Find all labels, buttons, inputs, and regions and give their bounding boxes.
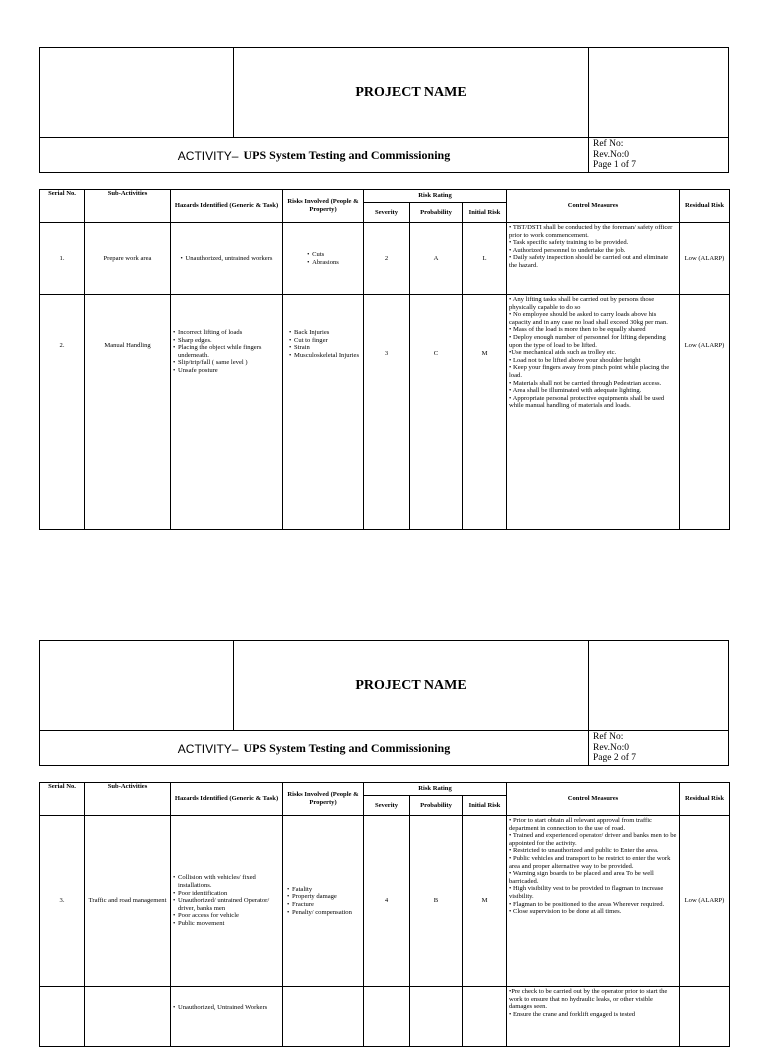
ref-no: Ref No:	[593, 732, 624, 742]
risk-item: • Abrasions	[307, 259, 339, 267]
probability-cell: A	[410, 223, 463, 295]
control-item: • Flagman to be positioned to the areas Wherever required.	[509, 900, 665, 908]
severity-cell: 4	[364, 816, 410, 987]
severity-cell	[364, 987, 410, 1047]
page-number: Page 2 of 7	[593, 753, 637, 763]
probability-cell	[410, 987, 463, 1047]
control-item: • Appropriate personal protective equipments shall be used while manual handling of materials and loads.	[509, 394, 665, 410]
hazard-item: • Poor access for vehicle	[173, 912, 280, 920]
residual-risk-cell: Low (ALARP)	[680, 816, 730, 987]
hazard-item: • Incorrect lifting of loads	[173, 329, 280, 337]
control-item: • Deploy enough number of personnel for lifting depending upon the type of load to be lifted.	[509, 333, 666, 349]
col-hazards: Hazards Identified (Generic & Task)	[171, 783, 283, 816]
col-sub-activities: Sub-Activities	[85, 190, 171, 223]
document-reference	[588, 731, 728, 766]
table-row	[40, 816, 730, 987]
sub-activity-cell: Traffic and road management	[85, 816, 171, 987]
residual-risk-cell	[680, 987, 730, 1047]
hazard-item: • Unauthorized/ untrained Operator/ driver, banks men	[173, 897, 280, 912]
initial-risk-cell	[463, 987, 507, 1047]
sub-activity-value: Manual Handling	[104, 342, 151, 349]
control-item: • Daily safety inspection should be carried out and eliminate the hazard.	[509, 254, 669, 269]
logo-area-left	[40, 48, 234, 137]
activity-title	[40, 731, 588, 766]
risk-item: • Cut to finger	[289, 337, 359, 345]
col-serial: Serial No.	[40, 783, 85, 816]
control-item: • Materials shall not be carried through Pedestrian access.	[509, 379, 662, 387]
control-item: •Pre check to be carried out by the operator prior to start the work to ensure that no hydraulic leaks, or other visible damages seen.	[509, 988, 668, 1011]
hazards-cell	[171, 987, 283, 1047]
project-name: PROJECT NAME	[355, 84, 467, 100]
page-header	[39, 640, 729, 766]
hazard-item: • Collision with vehicles/ fixed installations.	[173, 874, 280, 889]
control-item: • Warning sign boards to be placed and area To be well barricaded.	[509, 870, 654, 885]
project-name: PROJECT NAME	[355, 677, 467, 693]
control-measures-cell	[507, 816, 680, 987]
sub-activity-cell: Prepare work area	[85, 223, 171, 295]
col-control-measures: Control Measures	[507, 783, 680, 816]
control-item: • No employee should be asked to carry loads above his capacity and in any case no load shall exceed 30kg per man.	[509, 311, 668, 326]
probability-cell	[410, 295, 463, 530]
rev-no: Rev.No:0	[593, 742, 630, 753]
probability-cell: B	[410, 816, 463, 987]
sub-activity-cell	[85, 987, 171, 1047]
logo-area-left	[40, 641, 234, 730]
col-severity: Severity	[364, 796, 410, 816]
col-initial-risk: Initial Risk	[463, 796, 507, 816]
activity-label: ACTIVITY–	[177, 148, 239, 163]
col-serial: Serial No.	[40, 190, 85, 223]
activity-name: UPS System Testing and Commissioning	[243, 741, 451, 755]
control-item: •Use mechanical aids such as trolley etc.	[509, 349, 617, 357]
activity-label: ACTIVITY–	[177, 741, 239, 756]
risk-item: • Penalty/ compensation	[287, 909, 352, 917]
table-row	[40, 295, 730, 530]
risk-item: • Musculoskeletal Injuries	[289, 352, 359, 360]
activity-name: UPS System Testing and Commissioning	[243, 148, 451, 162]
control-item: • Mass of the load is more then to be equally shared	[509, 326, 646, 334]
activity-row	[40, 137, 728, 173]
hazard-item: • Unauthorized, Untrained Workers	[173, 1004, 280, 1012]
risk-item: • Fatality	[287, 886, 352, 894]
control-item: • Area shall be illuminated with adequate lighting.	[509, 387, 642, 395]
risk-item: • Cuts	[307, 251, 339, 259]
control-item: • Public vehicles and transport to be restrict to enter the work area and proper alternative way to be provided.	[509, 854, 671, 870]
serial-value: 2.	[59, 342, 65, 349]
control-measures-cell	[507, 223, 680, 295]
logo-area-right	[588, 48, 728, 137]
hazards-cell	[171, 223, 283, 295]
control-item: • Ensure the crane and forklift engaged is tested	[509, 1010, 636, 1018]
col-initial-risk: Initial Risk	[463, 203, 507, 223]
risks-cell	[283, 816, 364, 987]
serial-cell: 1.	[40, 223, 85, 295]
col-residual-risk: Residual Risk	[680, 190, 730, 223]
col-probability: Probability	[410, 203, 463, 223]
control-item: • Load not to be lifted above your shoulder height	[509, 356, 641, 364]
sub-activity-cell	[85, 295, 171, 530]
risk-item: • Property damage	[287, 893, 352, 901]
risk-item: • Fracture	[287, 901, 352, 909]
hazard-item: • Slip/trip/fall ( same level )	[173, 359, 280, 367]
col-risks: Risks Involved (People & Property)	[283, 783, 364, 816]
control-measures-cell	[507, 295, 680, 530]
col-sub-activities: Sub-Activities	[85, 783, 171, 816]
activity-row	[40, 730, 728, 766]
logo-area-right	[588, 641, 728, 730]
risk-item: • Back Injuries	[289, 329, 359, 337]
risks-cell	[283, 223, 364, 295]
col-hazards: Hazards Identified (Generic & Task)	[171, 190, 283, 223]
control-item: • Keep your fingers away from pinch point while placing the load.	[509, 364, 670, 379]
residual-risk-cell	[680, 295, 730, 530]
severity-cell: 2	[364, 223, 410, 295]
serial-cell: 3.	[40, 816, 85, 987]
rev-no: Rev.No:0	[593, 149, 630, 160]
residual-risk-value: Low (ALARP)	[684, 342, 725, 349]
hazard-item: • Sharp edges.	[173, 337, 280, 345]
serial-cell	[40, 987, 85, 1047]
hazards-cell	[171, 816, 283, 987]
hazard-item: • Poor identification	[173, 890, 280, 898]
risks-cell	[283, 987, 364, 1047]
col-risks: Risks Involved (People & Property)	[283, 190, 364, 223]
hazard-item: • Placing the object while fingers underneath.	[173, 344, 280, 359]
control-item: • Close supervision to be done at all times.	[509, 908, 622, 916]
document-reference	[588, 138, 728, 173]
hazard-item: • Unauthorized, untrained workers	[181, 255, 273, 263]
risk-assessment-table	[39, 782, 730, 1047]
page-number: Page 1 of 7	[593, 160, 637, 170]
initial-risk-cell: L	[463, 223, 507, 295]
risk-assessment-table	[39, 189, 730, 530]
table-row	[40, 223, 730, 295]
col-control-measures: Control Measures	[507, 190, 680, 223]
probability-value: C	[433, 350, 439, 357]
control-item: • Trained and experienced operator/ driver and banks men to be appointed for the activity.	[509, 832, 677, 847]
initial-risk-value: M	[481, 350, 488, 357]
control-item: • Restricted to unauthorized and public to Enter the area.	[509, 847, 659, 855]
col-risk-rating: Risk Rating	[364, 190, 507, 203]
col-severity: Severity	[364, 203, 410, 223]
col-residual-risk: Residual Risk	[680, 783, 730, 816]
control-item: • Authorized personnel to undertake the job.	[509, 246, 626, 254]
serial-cell	[40, 295, 85, 530]
hazard-item: • Public movement	[173, 920, 280, 928]
ref-no: Ref No:	[593, 139, 624, 149]
control-item: • TBT/DSTI shall be conducted by the foreman/ safety officer prior to work commencement.	[509, 224, 673, 239]
initial-risk-cell	[463, 295, 507, 530]
severity-cell	[364, 295, 410, 530]
activity-title	[40, 138, 588, 173]
control-item: • Task specific safety training to be provided.	[509, 239, 629, 247]
control-item: • High visibility vest to be provided to flagman to increase visibility.	[509, 885, 664, 900]
severity-value: 3	[384, 350, 389, 357]
risks-cell	[283, 295, 364, 530]
control-item: • Prior to start obtain all relevant approval from traffic department in connection to the use of road.	[509, 817, 652, 832]
control-measures-cell	[507, 987, 680, 1047]
hazard-item: • Unsafe posture	[173, 367, 280, 375]
col-probability: Probability	[410, 796, 463, 816]
risk-item: • Strain	[289, 344, 359, 352]
table-row	[40, 987, 730, 1047]
residual-risk-cell: Low (ALARP)	[680, 223, 730, 295]
col-risk-rating: Risk Rating	[364, 783, 507, 796]
hazards-cell	[171, 295, 283, 530]
control-item: • Any lifting tasks shall be carried out by persons those physically capable to do so	[509, 296, 655, 311]
initial-risk-cell: M	[463, 816, 507, 987]
page-header	[39, 47, 729, 173]
